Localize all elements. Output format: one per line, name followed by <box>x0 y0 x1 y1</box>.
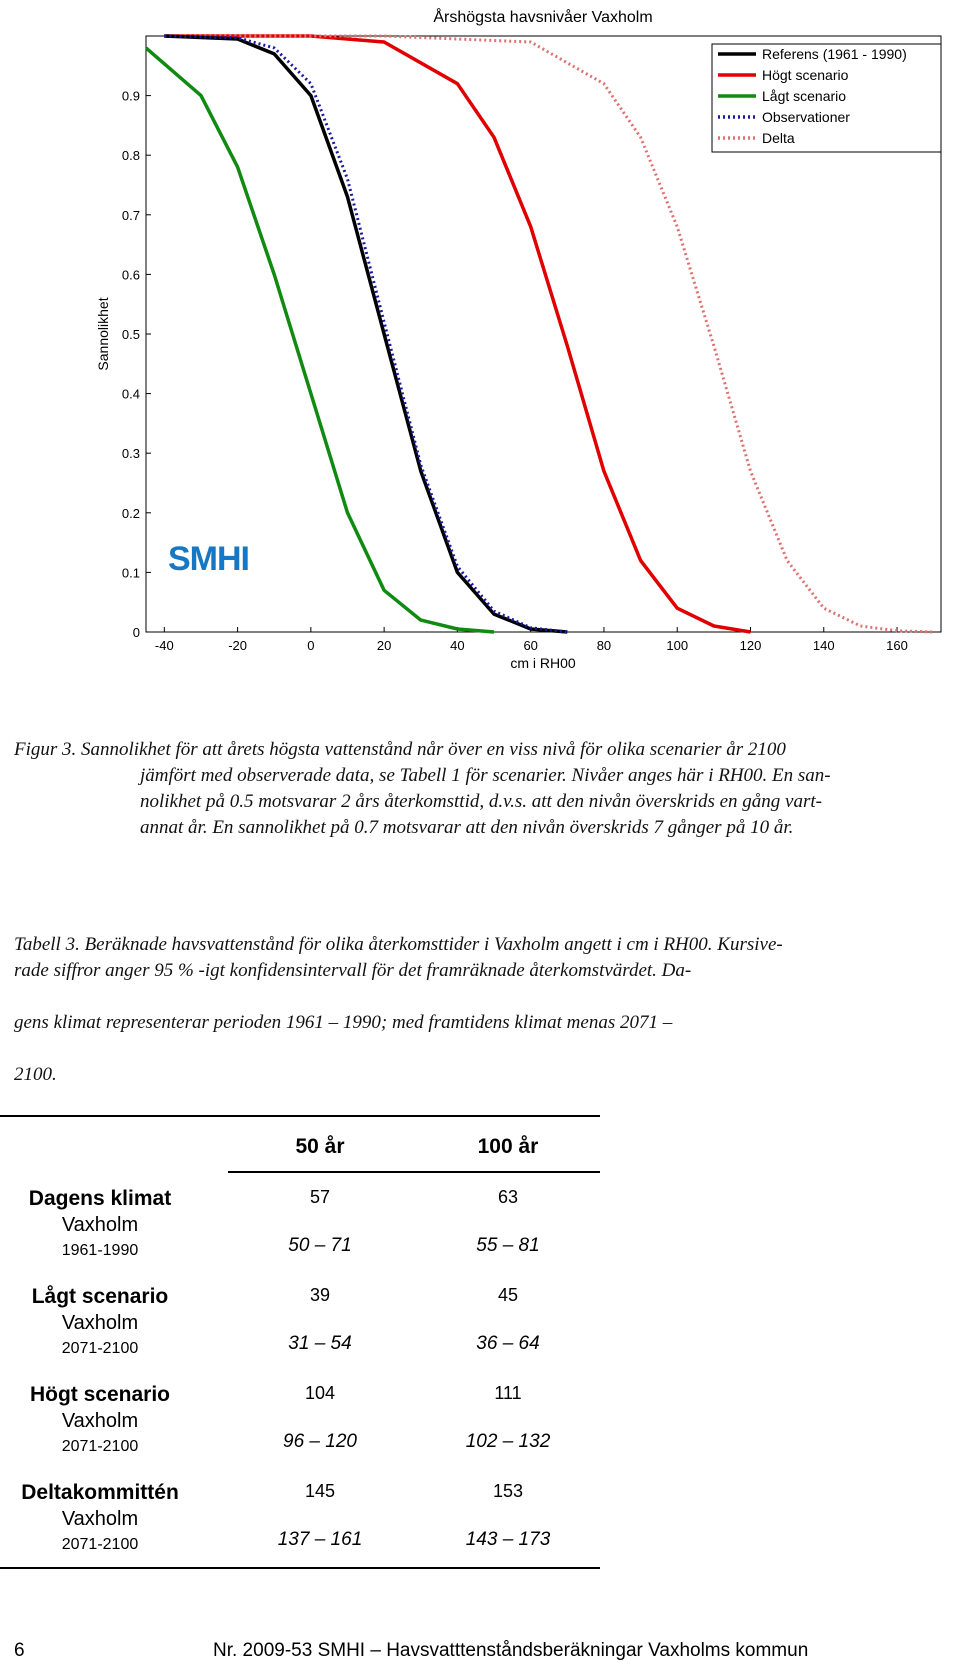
page-number: 6 <box>14 1640 25 1661</box>
probability-chart <box>0 0 960 700</box>
chart-legend <box>712 44 941 152</box>
return-level-table <box>0 1115 600 1575</box>
ci-100: 143 – 173 <box>465 1529 551 1550</box>
chart-title: Årshögsta havsnivåer Vaxholm <box>433 9 653 26</box>
y-tick-label: 0.7 <box>121 207 140 223</box>
table-caption-line3: gens klimat representerar perioden 1961 – 1990; med framtidens klimat menas 2071 – <box>14 1012 673 1033</box>
y-axis-label: Sannolikhet <box>95 297 111 371</box>
x-tick-label: 140 <box>812 638 835 653</box>
value-50: 57 <box>309 1187 331 1207</box>
legend-label: Delta <box>762 130 795 146</box>
row-label <box>0 1479 200 1557</box>
x-tick-label: 0 <box>307 638 315 653</box>
x-tick-label: 40 <box>450 638 465 653</box>
value-100: 111 <box>494 1383 522 1403</box>
ci-50: 31 – 54 <box>288 1333 352 1354</box>
y-tick-label: 0.2 <box>121 505 140 521</box>
value-100: 63 <box>497 1187 519 1207</box>
y-tick-label: 0.8 <box>121 148 140 164</box>
value-50: 104 <box>304 1383 336 1403</box>
y-tick-label: 0 <box>132 625 140 640</box>
row-title: Deltakommittén <box>21 1481 179 1504</box>
x-tick-label: 100 <box>666 638 689 653</box>
row-period: 2071-2100 <box>61 1340 139 1357</box>
y-tick-label: 0.6 <box>121 267 140 283</box>
figure-caption-line4: annat år. En sannolikhet på 0.7 motsvarar att den nivån överskrids 7 gånger på 10 år. <box>140 817 794 838</box>
row-place: Vaxholm <box>61 1410 139 1432</box>
figure-caption-line1: Sannolikhet för att årets högsta vattenstånd når över en viss nivå för olika scenarier år 2100 <box>81 739 786 760</box>
value-100: 45 <box>497 1285 519 1305</box>
legend-label: Referens (1961 - 1990) <box>762 46 907 62</box>
x-tick-label: -20 <box>228 638 247 653</box>
ci-100: 102 – 132 <box>465 1431 551 1452</box>
x-tick-label: -40 <box>154 638 174 653</box>
row-label <box>0 1381 200 1459</box>
row-place: Vaxholm <box>61 1312 139 1334</box>
value-100: 153 <box>492 1481 524 1501</box>
table-caption-line4: 2100. <box>14 1064 57 1085</box>
y-tick-label: 0.5 <box>121 327 140 342</box>
table-caption-line2: rade siffror anger 95 % -igt konfidensintervall för det framräknade återkomstvärdet. Da- <box>14 960 692 981</box>
figure-caption-line2: jämfört med observerade data, se Tabell 1 för scenarier. Nivåer anges här i RH00. En san- <box>140 765 831 786</box>
ci-100: 55 – 81 <box>476 1235 540 1256</box>
header-rule <box>228 1171 600 1173</box>
x-tick-label: 80 <box>596 638 612 653</box>
legend-label: Observationer <box>762 109 850 125</box>
row-title: Lågt scenario <box>31 1285 169 1308</box>
row-period: 1961-1990 <box>61 1242 139 1259</box>
row-label <box>0 1283 200 1361</box>
table-bottom-rule <box>0 1567 600 1569</box>
figure-caption-label: Figur 3. <box>14 739 77 760</box>
ci-50: 50 – 71 <box>288 1235 352 1256</box>
y-tick-label: 0.3 <box>121 446 140 462</box>
y-tick-label: 0.9 <box>121 88 140 104</box>
table-caption-line1: Beräknade havsvattenstånd för olika återkomsttider i Vaxholm angett i cm i RH00. Kursive- <box>84 934 783 955</box>
row-period: 2071-2100 <box>61 1536 139 1553</box>
x-tick-label: 160 <box>886 638 908 653</box>
table-caption-label: Tabell 3. <box>14 934 80 955</box>
row-place: Vaxholm <box>61 1214 139 1236</box>
value-50: 39 <box>309 1285 331 1305</box>
x-axis-label: cm i RH00 <box>510 655 576 671</box>
value-50: 145 <box>304 1481 336 1501</box>
smhi-logo: SMHI <box>168 540 249 578</box>
ci-100: 36 – 64 <box>476 1333 540 1354</box>
legend-label: Lågt scenario <box>762 88 847 104</box>
ci-50: 96 – 120 <box>283 1431 357 1452</box>
row-place: Vaxholm <box>61 1508 139 1530</box>
table-caption <box>14 932 934 1088</box>
legend-label: Högt scenario <box>762 67 849 83</box>
footer-text: Nr. 2009-53 SMHI – Havsvatttenståndsberäkningar Vaxholms kommun <box>213 1640 809 1661</box>
ci-50: 137 – 161 <box>277 1529 363 1550</box>
figure-caption-line3: nolikhet på 0.5 motsvarar 2 års återkomsttid, d.v.s. att den nivån överskrids en gång vart- <box>140 791 822 812</box>
row-period: 2071-2100 <box>61 1438 139 1455</box>
row-title: Högt scenario <box>29 1383 171 1406</box>
x-tick-label: 20 <box>376 638 392 653</box>
column-header-50: 50 år <box>295 1135 345 1158</box>
figure-caption <box>14 737 934 841</box>
row-label <box>0 1185 200 1263</box>
table-top-rule <box>0 1115 600 1117</box>
column-header-100: 100 år <box>477 1135 539 1158</box>
y-tick-label: 0.4 <box>121 386 140 402</box>
row-title: Dagens klimat <box>28 1187 172 1210</box>
x-tick-label: 60 <box>523 638 538 653</box>
x-tick-label: 120 <box>739 638 762 653</box>
y-tick-label: 0.1 <box>121 565 140 581</box>
